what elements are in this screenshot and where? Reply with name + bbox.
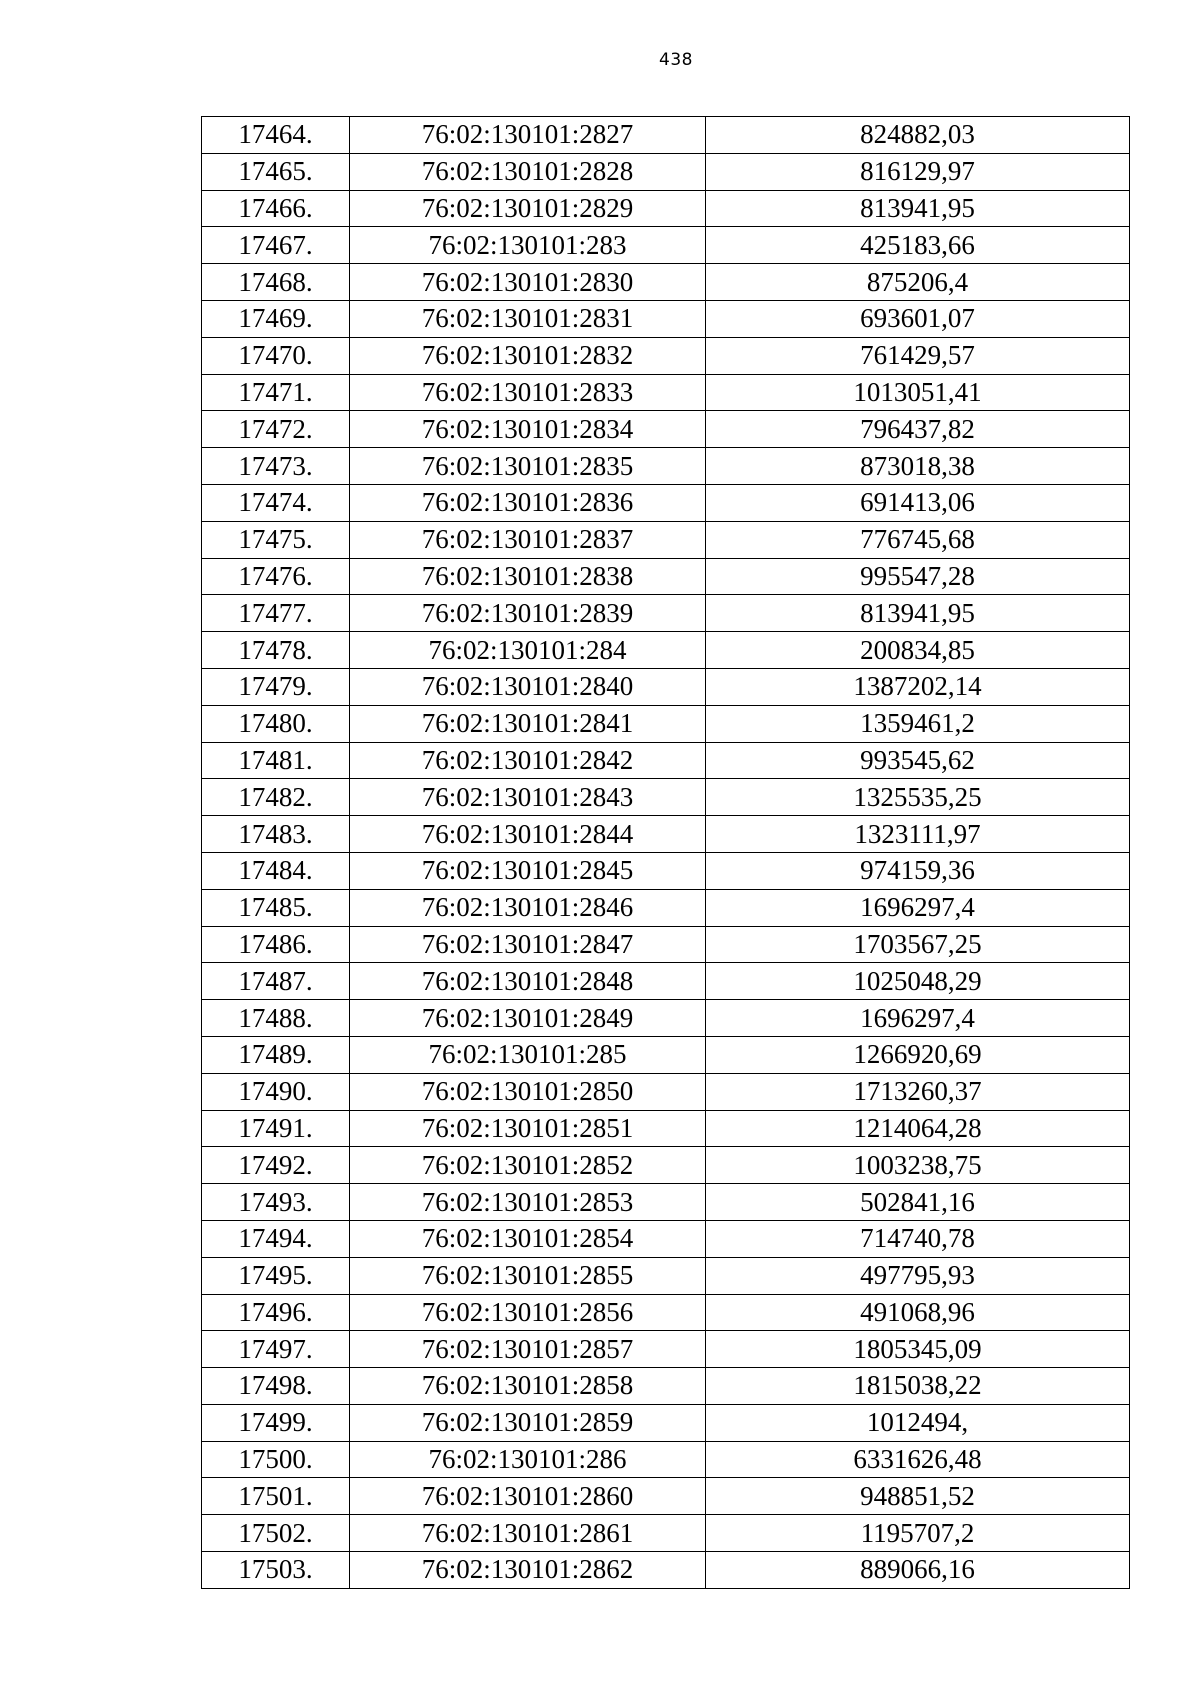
table-row [202,374,1130,411]
row-number-cell: 17484. [202,852,350,889]
table-row [202,264,1130,301]
table-row [202,558,1130,595]
row-number-cell: 17493. [202,1184,350,1221]
table-row [202,1184,1130,1221]
row-number-cell: 17497. [202,1331,350,1368]
cadastral-value-cell: 776745,68 [706,521,1130,558]
table-row [202,1147,1130,1184]
row-number-cell: 17501. [202,1478,350,1515]
cadastral-number-cell: 76:02:130101:286 [350,1441,706,1478]
table-row [202,926,1130,963]
cadastral-value-cell: 1013051,41 [706,374,1130,411]
cadastral-number-cell: 76:02:130101:2835 [350,448,706,485]
table-row [202,852,1130,889]
cadastral-value-cell: 761429,57 [706,337,1130,374]
cadastral-value-cell: 995547,28 [706,558,1130,595]
cadastral-number-cell: 76:02:130101:2827 [350,117,706,154]
cadastral-number-cell: 76:02:130101:2842 [350,742,706,779]
cadastral-number-cell: 76:02:130101:2848 [350,963,706,1000]
row-number-cell: 17503. [202,1552,350,1589]
cadastral-number-cell: 76:02:130101:2844 [350,816,706,853]
table-row [202,337,1130,374]
cadastral-number-cell: 76:02:130101:2846 [350,889,706,926]
row-number-cell: 17496. [202,1294,350,1331]
cadastral-value-cell: 1359461,2 [706,705,1130,742]
table-row [202,1515,1130,1552]
table-row [202,963,1130,1000]
cadastral-value-cell: 1012494, [706,1404,1130,1441]
table-body [202,117,1130,1589]
cadastral-value-cell: 813941,95 [706,595,1130,632]
cadastral-number-cell: 76:02:130101:2862 [350,1552,706,1589]
table-row [202,484,1130,521]
cadastral-number-cell: 76:02:130101:2849 [350,1000,706,1037]
cadastral-value-cell: 813941,95 [706,190,1130,227]
table-row [202,1404,1130,1441]
cadastral-value-cell: 1266920,69 [706,1036,1130,1073]
cadastral-number-cell: 76:02:130101:2831 [350,300,706,337]
cadastral-value-cell: 873018,38 [706,448,1130,485]
cadastral-number-cell: 76:02:130101:2832 [350,337,706,374]
row-number-cell: 17490. [202,1073,350,1110]
row-number-cell: 17498. [202,1368,350,1405]
row-number-cell: 17480. [202,705,350,742]
cadastral-number-cell: 76:02:130101:2861 [350,1515,706,1552]
cadastral-value-cell: 491068,96 [706,1294,1130,1331]
cadastral-value-cell: 1387202,14 [706,668,1130,705]
cadastral-number-cell: 76:02:130101:2847 [350,926,706,963]
table-row [202,1331,1130,1368]
cadastral-value-cell: 889066,16 [706,1552,1130,1589]
cadastral-value-cell: 425183,66 [706,227,1130,264]
cadastral-value-cell: 1696297,4 [706,1000,1130,1037]
cadastral-number-cell: 76:02:130101:284 [350,632,706,669]
table-row [202,153,1130,190]
cadastral-number-cell: 76:02:130101:2830 [350,264,706,301]
table-row [202,1036,1130,1073]
cadastral-number-cell: 76:02:130101:2828 [350,153,706,190]
row-number-cell: 17483. [202,816,350,853]
cadastral-number-cell: 76:02:130101:2859 [350,1404,706,1441]
cadastral-value-cell: 824882,03 [706,117,1130,154]
cadastral-number-cell: 76:02:130101:2845 [350,852,706,889]
row-number-cell: 17495. [202,1257,350,1294]
table-row [202,1000,1130,1037]
cadastral-number-cell: 76:02:130101:2833 [350,374,706,411]
table-row [202,521,1130,558]
table-row [202,779,1130,816]
row-number-cell: 17502. [202,1515,350,1552]
row-number-cell: 17491. [202,1110,350,1147]
cadastral-number-cell: 76:02:130101:2856 [350,1294,706,1331]
cadastral-number-cell: 76:02:130101:2837 [350,521,706,558]
cadastral-value-cell: 691413,06 [706,484,1130,521]
table-row [202,227,1130,264]
cadastral-value-cell: 1214064,28 [706,1110,1130,1147]
cadastral-number-cell: 76:02:130101:2841 [350,705,706,742]
cadastral-value-cell: 200834,85 [706,632,1130,669]
cadastral-number-cell: 76:02:130101:2857 [350,1331,706,1368]
table-row [202,1368,1130,1405]
table-row [202,668,1130,705]
cadastral-number-cell: 76:02:130101:2834 [350,411,706,448]
page-number: 438 [659,50,693,70]
row-number-cell: 17488. [202,1000,350,1037]
table-row [202,411,1130,448]
row-number-cell: 17468. [202,264,350,301]
row-number-cell: 17469. [202,300,350,337]
row-number-cell: 17470. [202,337,350,374]
cadastral-value-cell: 1815038,22 [706,1368,1130,1405]
table-row [202,117,1130,154]
cadastral-value-cell: 993545,62 [706,742,1130,779]
row-number-cell: 17475. [202,521,350,558]
row-number-cell: 17466. [202,190,350,227]
cadastral-number-cell: 76:02:130101:2860 [350,1478,706,1515]
row-number-cell: 17474. [202,484,350,521]
row-number-cell: 17481. [202,742,350,779]
table-row [202,1110,1130,1147]
row-number-cell: 17500. [202,1441,350,1478]
cadastral-value-cell: 1696297,4 [706,889,1130,926]
cadastral-number-cell: 76:02:130101:2854 [350,1220,706,1257]
cadastral-value-cell: 1805345,09 [706,1331,1130,1368]
row-number-cell: 17467. [202,227,350,264]
row-number-cell: 17477. [202,595,350,632]
row-number-cell: 17494. [202,1220,350,1257]
row-number-cell: 17486. [202,926,350,963]
cadastral-value-cell: 974159,36 [706,852,1130,889]
cadastral-value-cell: 948851,52 [706,1478,1130,1515]
table-row [202,190,1130,227]
cadastral-value-cell: 6331626,48 [706,1441,1130,1478]
table-row [202,816,1130,853]
table-row [202,632,1130,669]
table-row [202,705,1130,742]
row-number-cell: 17482. [202,779,350,816]
cadastral-number-cell: 76:02:130101:2858 [350,1368,706,1405]
table-row [202,1441,1130,1478]
cadastral-value-cell: 502841,16 [706,1184,1130,1221]
cadastral-value-cell: 1703567,25 [706,926,1130,963]
cadastral-value-cell: 1325535,25 [706,779,1130,816]
row-number-cell: 17492. [202,1147,350,1184]
cadastral-number-cell: 76:02:130101:2855 [350,1257,706,1294]
table-row [202,300,1130,337]
cadastral-number-cell: 76:02:130101:2843 [350,779,706,816]
cadastral-number-cell: 76:02:130101:2838 [350,558,706,595]
table-row [202,1552,1130,1589]
cadastral-number-cell: 76:02:130101:2852 [350,1147,706,1184]
table-row [202,1073,1130,1110]
cadastral-value-table [201,116,1130,1589]
cadastral-number-cell: 76:02:130101:2829 [350,190,706,227]
row-number-cell: 17478. [202,632,350,669]
cadastral-number-cell: 76:02:130101:2851 [350,1110,706,1147]
cadastral-value-cell: 1025048,29 [706,963,1130,1000]
cadastral-value-cell: 1003238,75 [706,1147,1130,1184]
cadastral-value-cell: 714740,78 [706,1220,1130,1257]
cadastral-value-cell: 1713260,37 [706,1073,1130,1110]
cadastral-value-cell: 497795,93 [706,1257,1130,1294]
table-row [202,1220,1130,1257]
cadastral-value-cell: 1323111,97 [706,816,1130,853]
row-number-cell: 17473. [202,448,350,485]
table-row [202,1294,1130,1331]
row-number-cell: 17476. [202,558,350,595]
cadastral-value-cell: 693601,07 [706,300,1130,337]
row-number-cell: 17471. [202,374,350,411]
table-row [202,1478,1130,1515]
cadastral-value-cell: 796437,82 [706,411,1130,448]
cadastral-number-cell: 76:02:130101:2839 [350,595,706,632]
row-number-cell: 17487. [202,963,350,1000]
table-row [202,595,1130,632]
row-number-cell: 17465. [202,153,350,190]
row-number-cell: 17489. [202,1036,350,1073]
row-number-cell: 17464. [202,117,350,154]
cadastral-number-cell: 76:02:130101:2840 [350,668,706,705]
cadastral-value-cell: 875206,4 [706,264,1130,301]
table-row [202,1257,1130,1294]
cadastral-number-cell: 76:02:130101:283 [350,227,706,264]
row-number-cell: 17479. [202,668,350,705]
row-number-cell: 17499. [202,1404,350,1441]
cadastral-number-cell: 76:02:130101:2836 [350,484,706,521]
cadastral-number-cell: 76:02:130101:2853 [350,1184,706,1221]
cadastral-number-cell: 76:02:130101:285 [350,1036,706,1073]
row-number-cell: 17485. [202,889,350,926]
row-number-cell: 17472. [202,411,350,448]
table-row [202,889,1130,926]
cadastral-value-cell: 816129,97 [706,153,1130,190]
table-row [202,448,1130,485]
cadastral-value-cell: 1195707,2 [706,1515,1130,1552]
table-row [202,742,1130,779]
cadastral-number-cell: 76:02:130101:2850 [350,1073,706,1110]
